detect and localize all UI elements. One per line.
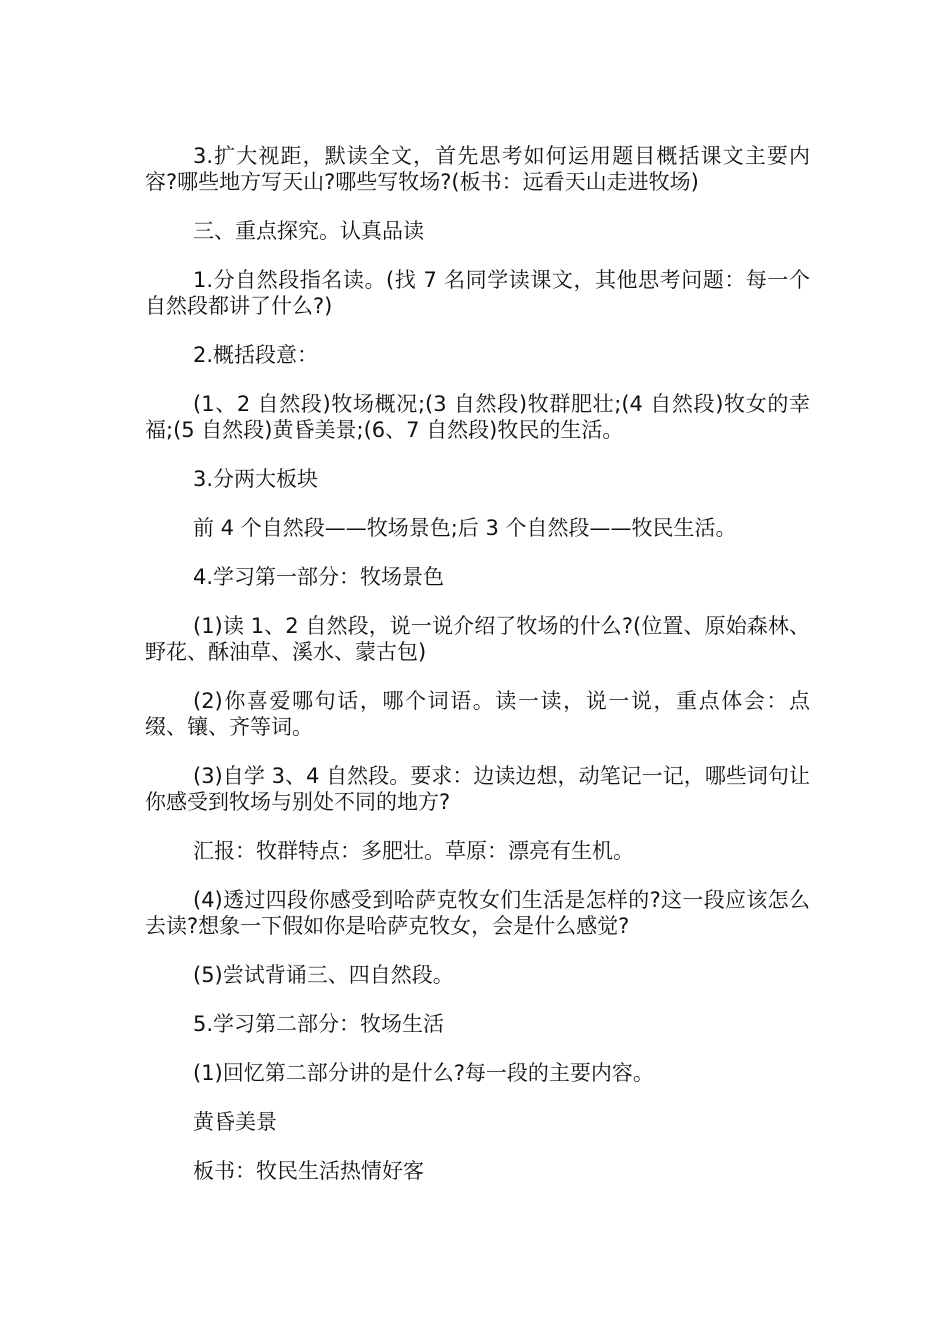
document-body	[145, 143, 810, 1207]
paragraph: (4)透过四段你感受到哈萨克牧女们生活是怎样的?这一段应该怎么去读?想象一下假如你是哈萨克牧女，会是什么感觉?	[145, 888, 810, 938]
paragraph: 黄昏美景	[193, 1110, 277, 1134]
section-heading: 三、重点探究。认真品读	[193, 219, 424, 243]
paragraph: (5)尝试背诵三、四自然段。	[193, 963, 454, 987]
paragraph: 3.分两大板块	[193, 467, 319, 491]
paragraph: (2)你喜爱哪句话，哪个词语。读一读，说一说，重点体会：点缀、镶、齐等词。	[145, 689, 810, 739]
paragraph: (1)读 1、2 自然段，说一说介绍了牧场的什么?(位置、原始森林、野花、酥油草、溪水、蒙古包)	[145, 614, 810, 664]
paragraph: 汇报：牧群特点：多肥壮。草原：漂亮有生机。	[193, 839, 634, 863]
paragraph: 3.扩大视距，默读全文，首先思考如何运用题目概括课文主要内容?哪些地方写天山?哪些写牧场?(板书：远看天山走进牧场)	[145, 144, 810, 194]
paragraph: 2.概括段意：	[193, 343, 319, 367]
paragraph: (1、2 自然段)牧场概况;(3 自然段)牧群肥壮;(4 自然段)牧女的幸福;(5 自然段)黄昏美景;(6、7 自然段)牧民的生活。	[145, 392, 810, 442]
paragraph: 5.学习第二部分：牧场生活	[193, 1012, 445, 1036]
paragraph: 4.学习第一部分：牧场景色	[193, 565, 445, 589]
paragraph: (1)回忆第二部分讲的是什么?每一段的主要内容。	[193, 1061, 654, 1085]
paragraph: 前 4 个自然段——牧场景色;后 3 个自然段——牧民生活。	[193, 516, 737, 540]
paragraph: (3)自学 3、4 自然段。要求：边读边想，动笔记一记，哪些词句让你感受到牧场与别处不同的地方?	[145, 764, 810, 814]
paragraph: 1.分自然段指名读。(找 7 名同学读课文，其他思考问题：每一个自然段都讲了什么?)	[145, 268, 810, 318]
paragraph: 板书：牧民生活热情好客	[193, 1159, 424, 1183]
